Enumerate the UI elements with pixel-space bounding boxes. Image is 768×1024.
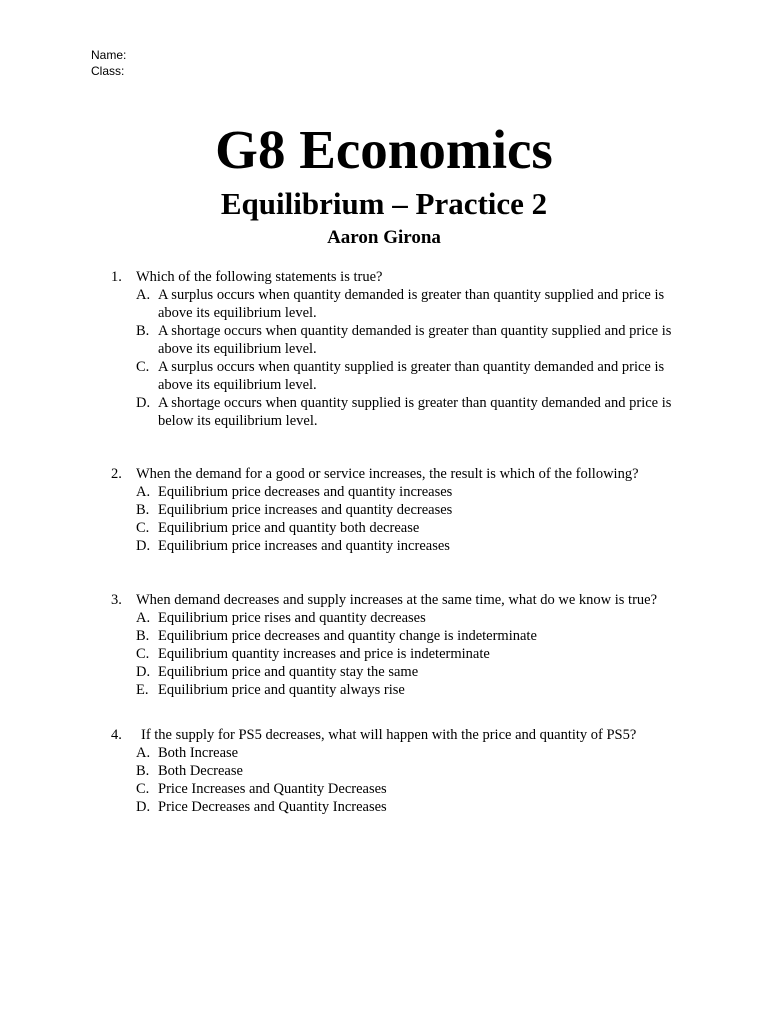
answer-option-b[interactable]: [111, 762, 691, 780]
answer-option-b[interactable]: [111, 501, 691, 519]
answer-options: [111, 286, 691, 430]
option-letter: D.: [136, 538, 151, 554]
question-text: When demand decreases and supply increases at the same time, what do we know is true?: [136, 592, 658, 608]
option-letter: B.: [136, 763, 150, 779]
option-letter: B.: [136, 502, 150, 518]
question-text: If the supply for PS5 decreases, what will happen with the price and quantity of PS5?: [141, 727, 637, 743]
question-number: 3.: [111, 592, 122, 608]
option-text: A surplus occurs when quantity demanded is greater than quantity supplied and price is above its equilibrium level.: [158, 287, 665, 321]
option-letter: A.: [136, 484, 151, 500]
answer-options: [111, 483, 691, 555]
answer-option-a[interactable]: [111, 286, 691, 322]
option-text: Price Decreases and Quantity Increases: [158, 799, 387, 815]
option-text: Equilibrium price and quantity stay the same: [158, 664, 419, 680]
option-letter: C.: [136, 520, 150, 536]
option-text: A shortage occurs when quantity demanded is greater than quantity supplied and price is above its equilibrium level.: [158, 323, 672, 357]
option-letter: C.: [136, 781, 150, 797]
option-text: A shortage occurs when quantity supplied is greater than quantity demanded and price is below its equilibrium level.: [158, 395, 672, 429]
answer-option-e[interactable]: [111, 681, 691, 699]
option-letter: A.: [136, 745, 151, 761]
question-number: 1.: [111, 269, 122, 285]
option-text: Price Increases and Quantity Decreases: [158, 781, 387, 797]
page-subtitle: Equilibrium – Practice 2: [220, 186, 548, 221]
answer-options: [111, 609, 691, 699]
option-text: Equilibrium price increases and quantity decreases: [158, 502, 453, 518]
answer-option-d[interactable]: [111, 798, 691, 816]
class-label: Class:: [91, 64, 125, 78]
option-text: A surplus occurs when quantity supplied is greater than quantity demanded and price is above its equilibrium level.: [158, 359, 665, 393]
option-text: Both Increase: [158, 745, 239, 761]
option-letter: A.: [136, 610, 151, 626]
answer-option-a[interactable]: [111, 483, 691, 501]
answer-option-c[interactable]: [111, 358, 691, 394]
answer-option-d[interactable]: [111, 537, 691, 555]
option-letter: A.: [136, 287, 151, 303]
option-text: Equilibrium price decreases and quantity increases: [158, 484, 453, 500]
option-letter: B.: [136, 323, 150, 339]
question-number: 4.: [111, 727, 122, 743]
option-letter: B.: [136, 628, 150, 644]
answer-option-b[interactable]: [111, 322, 691, 358]
question-1: [111, 268, 691, 430]
answer-option-b[interactable]: [111, 627, 691, 645]
question-number: 2.: [111, 466, 122, 482]
answer-option-a[interactable]: [111, 609, 691, 627]
option-letter: E.: [136, 682, 149, 698]
author-name: Aaron Girona: [327, 227, 441, 248]
answer-options: [111, 744, 691, 816]
option-letter: D.: [136, 664, 151, 680]
question-3: [111, 591, 691, 699]
answer-option-c[interactable]: [111, 519, 691, 537]
name-label: Name:: [91, 48, 127, 62]
option-text: Equilibrium price rises and quantity decreases: [158, 610, 426, 626]
option-text: Equilibrium price decreases and quantity change is indeterminate: [158, 628, 537, 644]
question-text: When the demand for a good or service increases, the result is which of the following?: [136, 466, 639, 482]
answer-option-a[interactable]: [111, 744, 691, 762]
answer-option-d[interactable]: [111, 394, 691, 430]
option-text: Equilibrium price and quantity both decrease: [158, 520, 420, 536]
option-text: Equilibrium price and quantity always rise: [158, 682, 405, 698]
option-letter: C.: [136, 359, 150, 375]
answer-option-c[interactable]: [111, 780, 691, 798]
question-2: [111, 465, 691, 555]
option-text: Both Decrease: [158, 763, 243, 779]
option-letter: D.: [136, 395, 151, 411]
answer-option-d[interactable]: [111, 663, 691, 681]
question-4: [111, 726, 691, 816]
option-letter: D.: [136, 799, 151, 815]
question-text: Which of the following statements is true?: [136, 269, 383, 285]
option-text: Equilibrium price increases and quantity increases: [158, 538, 450, 554]
option-text: Equilibrium quantity increases and price is indeterminate: [158, 646, 490, 662]
page-title: G8 Economics: [215, 119, 553, 180]
answer-option-c[interactable]: [111, 645, 691, 663]
option-letter: C.: [136, 646, 150, 662]
